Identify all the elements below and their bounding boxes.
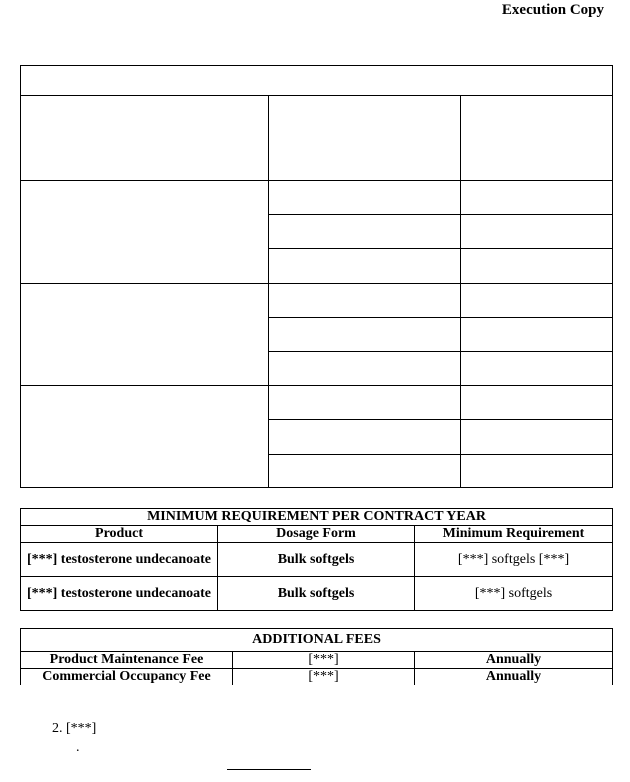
blank-cell: [461, 96, 613, 181]
product-cell: [***] testosterone undecanoate: [21, 543, 218, 577]
blank-cell: [461, 181, 613, 215]
table-row: [21, 543, 613, 577]
blank-cell: [21, 96, 269, 181]
blank-group-cell: [21, 386, 269, 488]
blank-cell: [269, 420, 461, 455]
dosage-form-cell: Bulk softgels: [218, 577, 415, 611]
blank-cell: [461, 284, 613, 318]
column-header: Dosage Form: [218, 526, 415, 543]
dosage-form-cell: Bulk softgels: [218, 543, 415, 577]
footnote: 2. [***]: [52, 721, 97, 736]
table-row: [21, 652, 613, 669]
footnote-rule: [227, 769, 311, 770]
minimum-cell: [***] softgels: [415, 577, 613, 611]
minimum-cell: [***] softgels [***]: [415, 543, 613, 577]
blank-cell: [269, 181, 461, 215]
fee-frequency-cell: Annually: [415, 669, 613, 686]
additional-fees-table: [20, 628, 613, 685]
minimum-requirement-table: [20, 508, 613, 611]
blank-cell: [461, 249, 613, 284]
blank-cell: [461, 352, 613, 386]
fee-amount-cell: [***]: [233, 669, 415, 686]
blank-cell: [461, 318, 613, 352]
document-header: Execution Copy: [501, 2, 604, 18]
blank-cell: [269, 386, 461, 420]
blank-cell: [461, 386, 613, 420]
footnote-dot: .: [76, 740, 80, 755]
blank-table: [20, 65, 613, 488]
fee-amount-cell: [***]: [233, 652, 415, 669]
blank-cell: [461, 455, 613, 488]
fee-frequency-cell: Annually: [415, 652, 613, 669]
fee-name-cell: Commercial Occupancy Fee: [21, 669, 233, 686]
blank-cell: [269, 215, 461, 249]
blank-cell: [461, 215, 613, 249]
blank-cell: [269, 455, 461, 488]
table-title: ADDITIONAL FEES: [21, 629, 613, 652]
table-row: [21, 577, 613, 611]
table-title: MINIMUM REQUIREMENT PER CONTRACT YEAR: [21, 509, 613, 526]
blank-cell: [461, 420, 613, 455]
product-cell: [***] testosterone undecanoate: [21, 577, 218, 611]
blank-group-cell: [21, 284, 269, 386]
blank-group-cell: [21, 181, 269, 284]
table-row: [21, 669, 613, 686]
blank-cell: [269, 318, 461, 352]
column-header: Minimum Requirement: [415, 526, 613, 543]
blank-cell: [269, 249, 461, 284]
blank-cell: [269, 352, 461, 386]
blank-cell: [269, 284, 461, 318]
blank-cell: [269, 96, 461, 181]
blank-table-header: [21, 66, 613, 96]
column-header: Product: [21, 526, 218, 543]
fee-name-cell: Product Maintenance Fee: [21, 652, 233, 669]
